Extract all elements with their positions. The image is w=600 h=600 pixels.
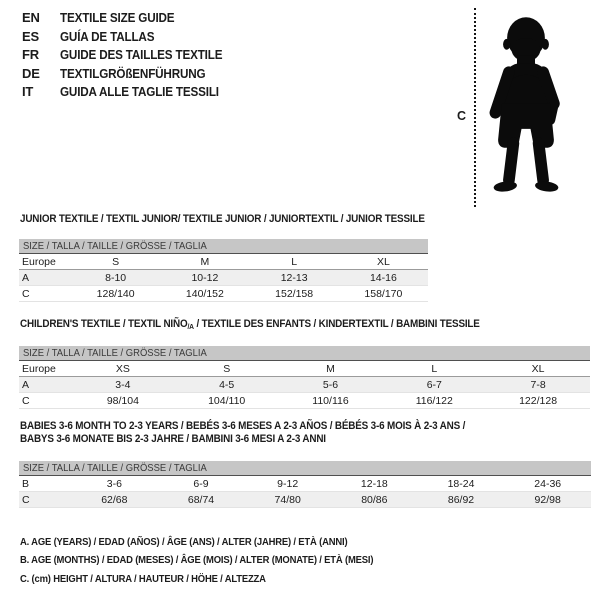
- table-cell: 3-4: [115, 378, 131, 391]
- children-size-table: [19, 346, 590, 409]
- table-cell: 104/110: [208, 394, 246, 407]
- height-measure-label: C: [457, 109, 467, 123]
- language-row-fr: [22, 46, 240, 65]
- header-cell: S: [223, 362, 231, 375]
- section-title-children: CHILDREN'S TEXTILE / TEXTIL NIÑO/A / TEXTILE DES ENFANTS / KINDERTEXTIL / BAMBINI TESSILE: [20, 318, 480, 331]
- row-label: C: [22, 493, 30, 506]
- size-bar-label: SIZE / TALLA / TAILLE / GRÖSSE / TAGLIA: [23, 462, 207, 474]
- legend-line-a: A. AGE (YEARS) / EDAD (AÑOS) / ÂGE (ANS) / ALTER (JAHRE) / ETÀ (ANNI): [20, 536, 348, 548]
- header-cell: M: [200, 255, 210, 268]
- table-cell: 6-7: [426, 378, 442, 391]
- babies-size-table: [19, 461, 591, 508]
- junior-size-table: [19, 239, 428, 302]
- table-cell: 86/92: [447, 493, 475, 506]
- language-title: TEXTILGRÖßENFÜHRUNG: [60, 65, 206, 81]
- table-cell: 158/170: [364, 287, 403, 300]
- table-cell: 5-6: [322, 378, 339, 391]
- row-label: B: [22, 477, 30, 490]
- table-row: [19, 492, 591, 508]
- header-cell: L: [431, 362, 438, 375]
- table-cell: 7-8: [530, 378, 546, 391]
- title-subscript: /A: [187, 322, 194, 331]
- header-cell: Europe: [22, 362, 56, 375]
- table-cell: 128/140: [96, 287, 135, 300]
- table-cell: 80/86: [361, 493, 388, 506]
- language-title: GUÍA DE TALLAS: [60, 28, 155, 44]
- header-cell: XS: [115, 362, 130, 375]
- table-cell: 140/152: [185, 287, 224, 300]
- table-cell: 62/68: [101, 493, 128, 506]
- language-row-it: [22, 83, 240, 102]
- language-title: TEXTILE SIZE GUIDE: [60, 10, 175, 25]
- table-cell: 12-13: [280, 271, 308, 284]
- table-cell: 9-12: [277, 477, 299, 490]
- size-bar-label: SIZE / TALLA / TAILLE / GRÖSSE / TAGLIA: [23, 240, 207, 252]
- baby-silhouette-image: [481, 5, 571, 206]
- legend-line-b: B. AGE (MONTHS) / EDAD (MESES) / ÂGE (MOIS) / ALTER (MONATE) / ETÀ (MESI): [20, 554, 374, 567]
- size-bar-label: SIZE / TALLA / TAILLE / GRÖSSE / TAGLIA: [23, 347, 207, 359]
- measure-legend: [20, 533, 413, 588]
- language-row-es: [22, 28, 240, 47]
- language-code: ES: [22, 28, 39, 44]
- table-cell: 98/104: [106, 394, 139, 407]
- language-title: GUIDA ALLE TAGLIE TESSILI: [60, 84, 219, 100]
- row-label: C: [22, 287, 30, 300]
- header-cell: XL: [531, 362, 545, 375]
- table-cell: 116/122: [415, 394, 453, 407]
- table-cell: 6-9: [193, 477, 209, 490]
- language-title: GUIDE DES TAILLES TEXTILE: [60, 47, 223, 63]
- language-row-de: [22, 65, 240, 84]
- table-header-row: [19, 254, 428, 270]
- table-cell: 3-6: [106, 477, 122, 490]
- table-cell: 10-12: [191, 271, 219, 284]
- row-label: C: [22, 394, 30, 407]
- table-cell: 92/98: [534, 493, 561, 506]
- header-cell: XL: [376, 255, 390, 268]
- size-bar: [19, 346, 590, 361]
- table-cell: 12-18: [360, 477, 388, 490]
- table-cell: 152/158: [275, 287, 314, 300]
- table-row: [19, 393, 590, 409]
- header-cell: M: [326, 362, 335, 375]
- table-cell: 14-16: [369, 271, 397, 284]
- legend-line-c: C. (cm) HEIGHT / ALTURA / HAUTEUR / HÖHE / ALTEZZA: [20, 572, 266, 585]
- language-code: FR: [22, 47, 39, 63]
- size-bar: [19, 461, 591, 476]
- table-cell: 4-5: [219, 378, 235, 391]
- section-title-junior: JUNIOR TEXTILE / TEXTIL JUNIOR/ TEXTILE JUNIOR / JUNIORTEXTIL / JUNIOR TESSILE: [20, 213, 425, 225]
- language-row-en: [22, 9, 240, 28]
- language-list: [22, 9, 240, 102]
- table-cell: 110/116: [312, 394, 349, 407]
- section-title-babies: BABIES 3-6 MONTH TO 2-3 YEARS / BEBÉS 3-6 MESES A 2-3 AÑOS / BÉBÉS 3-6 MOIS À 2-3 ANS / BABYS 3-6 MONATE BIS 2-3 JAHRE / BAMBINI 3-6 MESI A 2-3 ANNI: [20, 420, 466, 445]
- table-row: [19, 377, 590, 393]
- table-row: [19, 270, 428, 286]
- table-cell: 74/80: [274, 493, 301, 506]
- table-cell: 68/74: [187, 493, 215, 506]
- table-row: [19, 286, 428, 302]
- header-cell: L: [291, 255, 298, 268]
- row-label: A: [22, 271, 30, 284]
- table-cell: 24-36: [534, 477, 562, 490]
- table-row: [19, 476, 591, 492]
- language-code: EN: [22, 10, 40, 25]
- row-label: A: [22, 378, 30, 391]
- size-bar: [19, 239, 428, 254]
- language-code: DE: [22, 65, 40, 81]
- language-code: IT: [22, 84, 34, 100]
- table-cell: 122/128: [519, 394, 558, 407]
- table-header-row: [19, 361, 590, 377]
- header-cell: S: [112, 255, 120, 268]
- table-cell: 8-10: [105, 271, 127, 284]
- header-cell: Europe: [22, 255, 56, 268]
- height-measure-dotted-line: [474, 8, 476, 207]
- table-cell: 18-24: [447, 477, 475, 490]
